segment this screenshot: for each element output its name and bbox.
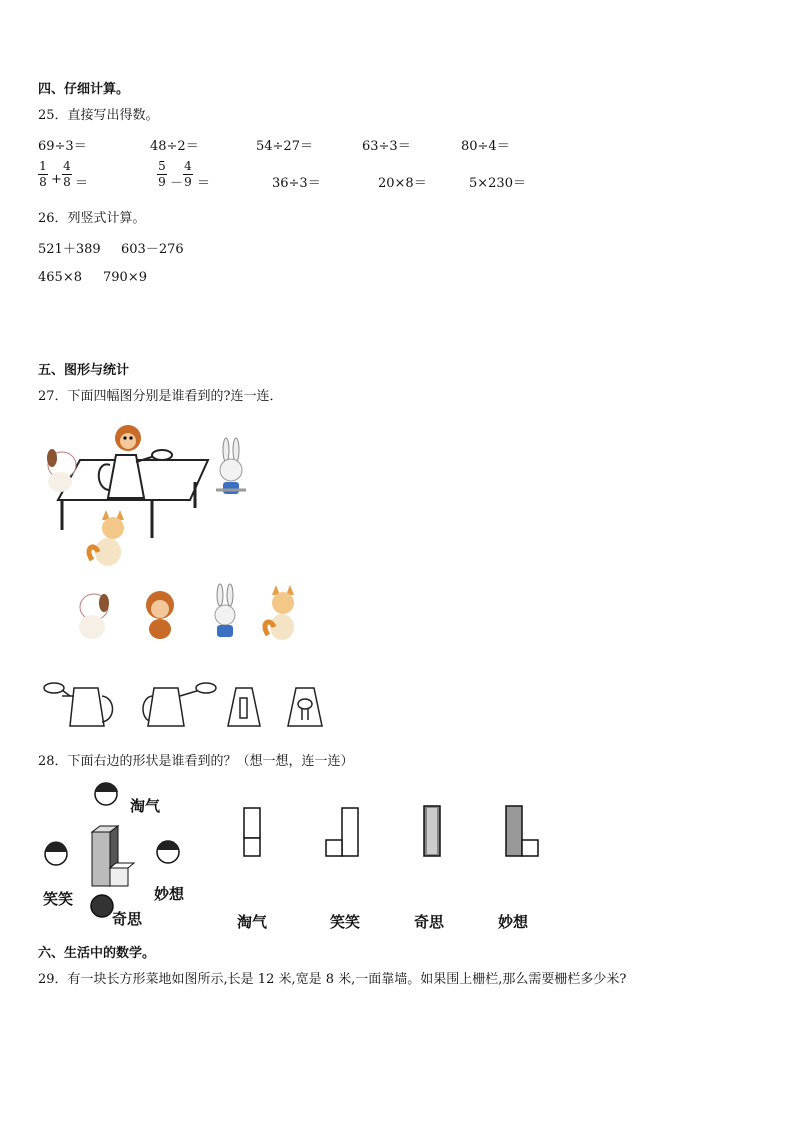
option-label: 妙想 [498, 913, 529, 931]
section6-title: 六、生活中的数学。 [38, 946, 156, 961]
equals-sign: ＝ [197, 176, 211, 191]
kettle-side-view-right [143, 683, 216, 726]
fraction: 5 9 [158, 159, 166, 189]
child-icon [45, 842, 67, 866]
q27-view-options [40, 680, 340, 730]
shape-view-2 [326, 808, 358, 856]
q28-shape-options [240, 800, 550, 862]
q25-title: 25．直接写出得数。 [38, 108, 159, 123]
monkey-icon [146, 591, 174, 639]
q25-item: 63÷3＝ [362, 139, 411, 154]
fraction: 1 8 [39, 159, 47, 189]
minus-sign: － [170, 176, 184, 191]
shape-view-3 [424, 806, 440, 856]
cat-icon [89, 510, 124, 566]
kettle-side-view-left [44, 683, 113, 726]
shape-view-1 [244, 808, 260, 856]
q26-item: 603－276 [121, 242, 184, 257]
rabbit-icon [216, 438, 246, 494]
child-icon [95, 783, 118, 805]
q27-scene-illustration [40, 420, 260, 575]
fraction: 4 9 [184, 159, 192, 189]
scene-label-xiaoxiao: 笑笑 [43, 890, 74, 908]
rabbit-icon [215, 584, 235, 637]
q25-item: 80÷4＝ [461, 139, 510, 154]
q25-item: 54÷27＝ [256, 139, 313, 154]
q25-item: 20×8＝ [378, 176, 427, 191]
scene-label-qisi: 奇思 [112, 910, 143, 928]
option-label: 淘气 [237, 913, 268, 931]
q29-title: 29．有一块长方形菜地如图所示,长是 12 米,宽是 8 米,一面靠墙。如果围上栅栏,那么需要栅栏多少米? [38, 972, 627, 987]
scene-label-taoqi: 淘气 [130, 797, 161, 815]
cat-icon [265, 585, 294, 640]
monkey-icon [115, 425, 141, 451]
q25-item: 36÷3＝ [272, 176, 321, 191]
q28-title: 28．下面右边的形状是谁看到的？（想一想，连一连） [38, 754, 354, 769]
q27-animals-row [72, 585, 312, 645]
q26-title: 26．列竖式计算。 [38, 211, 146, 226]
kettle-front-view [288, 688, 322, 726]
q26-item: 521＋389 [38, 242, 101, 257]
q25-item: 5×230＝ [469, 176, 526, 191]
kettle-back-view [228, 688, 260, 726]
option-label: 奇思 [414, 913, 445, 931]
q27-title: 27．下面四幅图分别是谁看到的?连一连． [38, 389, 283, 404]
child-icon [91, 895, 113, 917]
shape-view-4 [506, 806, 538, 856]
section5-title: 五、图形与统计 [38, 363, 130, 378]
q26-item: 790×9 [103, 270, 147, 285]
section4-title: 四、仔细计算。 [38, 82, 130, 97]
option-label: 笑笑 [330, 913, 361, 931]
child-icon [157, 841, 179, 863]
equals-sign: ＝ [75, 176, 89, 191]
plus-sign: + [51, 172, 62, 187]
dog-icon [79, 594, 109, 639]
scene-label-miaoxiang: 妙想 [154, 885, 185, 903]
fraction: 4 8 [63, 159, 71, 189]
q26-item: 465×8 [38, 270, 82, 285]
q25-item: 48÷2＝ [150, 139, 199, 154]
q25-item: 69÷3＝ [38, 139, 87, 154]
